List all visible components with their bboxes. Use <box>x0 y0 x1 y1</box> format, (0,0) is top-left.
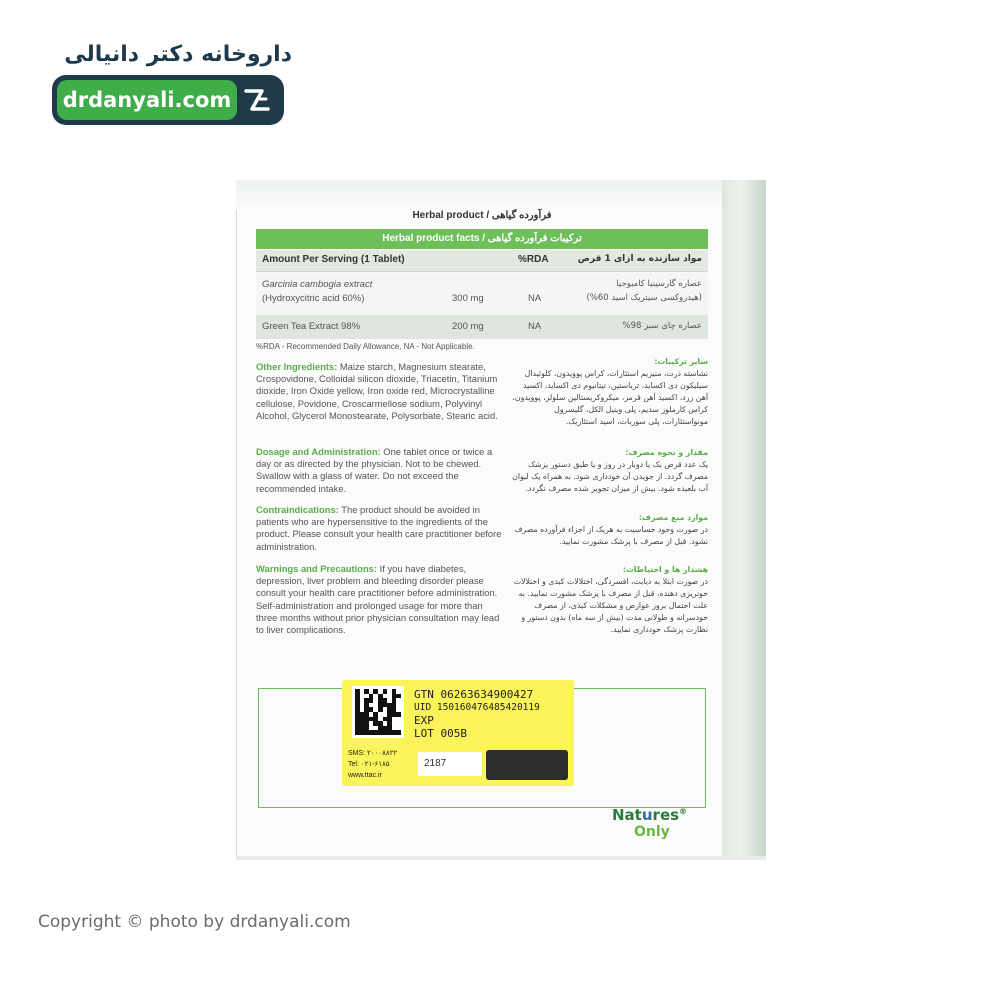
sticker-number: 2187 <box>418 752 482 776</box>
contraindications-fa <box>510 512 708 548</box>
pharmacy-badge <box>52 75 284 125</box>
copyright-notice: Copyright © photo by drdanyali.com <box>38 912 351 932</box>
dosage-fa <box>510 447 708 495</box>
dd-monogram-icon <box>240 83 274 117</box>
warnings-text: If you have diabetes, depression, liver problem and bleeding disorder please consult your health care practitioner before administration. Self-administration and prolonged usage for more than three months without prior physician consultation may lead to liver complications. <box>256 563 500 636</box>
warnings-fa <box>510 564 708 636</box>
contraindications-heading: Contraindications: <box>256 504 339 515</box>
warnings-en <box>256 563 506 636</box>
exp-date: EXP <box>414 714 434 727</box>
box-title: Herbal product / فرآورده گیاهی <box>412 210 552 221</box>
ingredient-subname-fa: (هیدروکسی سیتریک اسید 60%) <box>586 293 702 303</box>
ingredient-subname: (Hydroxycitric acid 60%) <box>262 293 365 304</box>
contraindications-en <box>256 504 506 553</box>
natures-part-u: u <box>641 806 653 824</box>
sticker-contact <box>348 748 397 781</box>
ingredient-name-fa: عصاره چای سبز 98% <box>622 321 702 331</box>
contraindications-text-fa: در صورت وجود حساسیت به هریک از اجزاء فرآورده مصرف نشود. قبل از مصرف با پزشک مشورت نمایید. <box>514 525 708 546</box>
only-wordmark: Only <box>634 824 670 840</box>
pharmacy-name-fa: داروخانه دکتر دانیالی <box>64 42 292 67</box>
facts-row-green-tea <box>256 315 708 339</box>
pharmacy-domain: drdanyali.com <box>57 80 237 120</box>
dosage-heading: Dosage and Administration: <box>256 446 381 457</box>
other-ingredients-heading: Other Ingredients: <box>256 361 338 372</box>
contraindications-text: The product should be avoided in patients who are hypersensitive to the ingredients of the product. Please consult your health care practitioner before administration. <box>256 504 502 552</box>
gtn-code: GTN 06263634900427 <box>414 688 534 701</box>
amount-header-fa: مواد سازنده به ازای 1 قرص <box>577 254 702 264</box>
pharmacy-logo[interactable] <box>52 42 292 125</box>
other-ingredients-text: Maize starch, Magnesium stearate, Crospovidone, Colloidal silicon dioxide, Triacetin, Titanium dioxide, Iron Oxide yellow, Iron oxide red, Microcrystalline cellulose, Povidone, Croscarmellose sodium, Polyvinyl Alcohol, Glycerol Monostearate, Polysorbate, Stearic acid. <box>256 361 498 421</box>
rda-header: %RDA <box>518 254 549 265</box>
ingredient-amount: 200 mg <box>452 321 484 332</box>
warnings-heading: Warnings and Precautions: <box>256 563 378 574</box>
natures-wordmark <box>612 806 712 824</box>
other-ingredients-en <box>256 361 506 422</box>
ingredient-rda: NA <box>528 293 542 304</box>
natures-part-2: res <box>652 806 680 824</box>
other-ingredients-text-fa: نشاسته ذرت، منیزیم استئارات، کراس پوویدون، کلوئیدال سیلیکون دی اکساید، تریاستین، تیتانیوم دی اکساید، اکسید آهن زرد، اکسید آهن قرمز، میکروکریستالین سلولز، پوویدون، کراس کارملوز سدیم، پلی وینیل الکل، گلیسرول مونواستئارات، پلی سوربات، اسید استئاریک. <box>512 369 708 426</box>
sticker-codes <box>414 688 540 740</box>
facts-table-head <box>256 250 708 272</box>
dosage-text: One tablet once or twice a day or as directed by the physician. Not to be chewed. Swallow with a glass of water. Do not exceed the recommended intake. <box>256 446 493 494</box>
lot-code: LOT 005B <box>414 727 467 740</box>
product-box-side <box>722 180 766 856</box>
natures-only-logo <box>612 806 712 850</box>
registered-mark: ® <box>679 807 688 816</box>
facts-header: Herbal product facts / ترکیبات فرآورده گیاهی <box>256 229 708 249</box>
datamatrix-code <box>352 686 404 738</box>
ingredient-name: Green Tea Extract 98% <box>262 321 361 332</box>
warnings-heading-fa: هشدار ها و احتیاطات: <box>622 565 708 574</box>
ingredient-name-fa: عصاره گارسینیا کامبوجیا <box>616 279 702 289</box>
amount-per-serving-header: Amount Per Serving (1 Tablet) <box>262 254 405 265</box>
dosage-en <box>256 446 506 495</box>
other-ingredients-heading-fa: سایر ترکیبات: <box>654 357 708 366</box>
other-ingredients-fa <box>510 356 708 428</box>
contraindications-heading-fa: موارد منع مصرف: <box>638 513 708 522</box>
uid-code: UID 150160476485420119 <box>414 702 540 713</box>
dosage-heading-fa: مقدار و نحوه مصرف: <box>625 448 708 457</box>
ingredient-amount: 300 mg <box>452 293 484 304</box>
dosage-text-fa: یک عدد قرص یک یا دوبار در روز و یا طبق دستور پزشک مصرف گردد. از جویدن آن خودداری شود. به همراه یک لیوان آب بلعیده شود. بیش از میزان تجویز شده مصرف نگردد. <box>512 460 708 493</box>
ttac-website: www.ttac.ir <box>348 772 382 779</box>
warnings-text-fa: در صورت ابتلا به دیابت، افسردگی، اختلالات کبدی و اختلالات خونریزی دهنده، قبل از مصرف با پزشک مشورت نمایید. به علت احتمال بروز عوارض و مشکلات کبدی، از مصرف خودسرانه و طولانی مدت (بیش از سه ماه) بدون دستور و نظارت پزشک خودداری نمایید. <box>513 577 708 634</box>
ingredient-rda: NA <box>528 321 542 332</box>
ingredient-name: Garcinia cambogia extract <box>262 279 373 290</box>
product-box-top-fold <box>236 180 722 210</box>
rda-footnote: %RDA - Recommended Daily Allowance, NA - Not Applicable. <box>256 342 475 351</box>
natures-part-1: Nat <box>612 806 642 824</box>
tel-number: Tel: ۰۲۱-۶۱۸۵ <box>348 761 390 768</box>
facts-row-garcinia <box>256 273 708 315</box>
sms-number: SMS: ۲۰۰۰۸۸۲۲ <box>348 750 398 757</box>
authenticity-sticker <box>342 680 574 786</box>
scratch-panel <box>486 750 568 780</box>
